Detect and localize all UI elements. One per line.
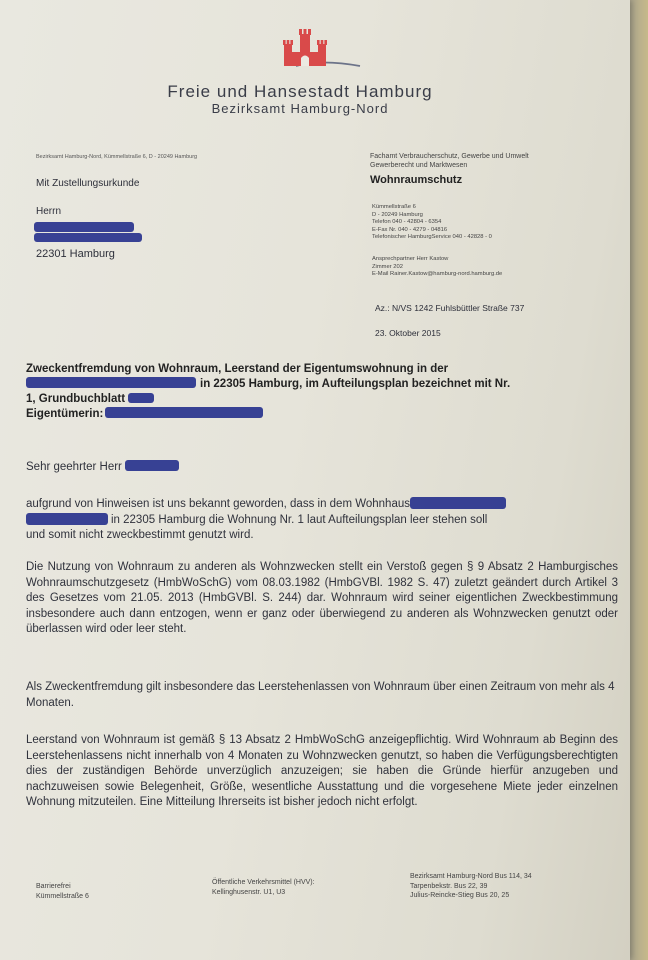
subject-line-2: in 22305 Hamburg, im Aufteilungsplan bezeichnet mit Nr. bbox=[26, 377, 616, 392]
contact-line: Telefon 040 - 42804 - 6354 bbox=[372, 219, 442, 226]
footer-public-transport bbox=[212, 878, 315, 897]
footer-line: Barrierefrei bbox=[36, 883, 71, 890]
footer-accessibility bbox=[36, 882, 89, 901]
redacted-street-address bbox=[26, 377, 196, 388]
recipient-salutation: Herrn bbox=[36, 206, 62, 217]
paper-edge-background bbox=[628, 0, 648, 960]
reference-number: Az.: N/VS 1242 Fuhlsbüttler Straße 737 bbox=[375, 303, 525, 313]
department-line-2: Gewerberecht und Marktwesen bbox=[370, 162, 468, 169]
redacted-land-register-number bbox=[128, 393, 154, 403]
salutation: Sehr geehrter Herr bbox=[26, 460, 179, 476]
organization-name: Freie und Hansestadt Hamburg bbox=[167, 82, 433, 101]
contact-person-line: E-Mail Rainer.Kastow@hamburg-nord.hamburg.de bbox=[372, 271, 503, 278]
recipient-city: 22301 Hamburg bbox=[36, 248, 115, 260]
subject-line-4: Eigentümerin: bbox=[26, 407, 616, 422]
paragraph-3: Als Zweckentfremdung gilt insbesondere das Leerstehenlassen von Wohnraum über einen Zeitraum von mehr als 4 Monaten. bbox=[26, 681, 615, 709]
contact-person-line: Ansprechpartner Herr Kastow bbox=[372, 256, 449, 262]
paragraph-1-line-1: aufgrund von Hinweisen ist uns bekannt geworden, dass in dem Wohnhaus bbox=[26, 497, 616, 513]
hamburg-castle-logo-icon bbox=[276, 26, 366, 78]
letter-date: 23. Oktober 2015 bbox=[375, 328, 441, 338]
footer-line: Bezirksamt Hamburg-Nord Bus 114, 34 bbox=[410, 873, 532, 880]
contact-person bbox=[372, 256, 502, 279]
department-unit: Wohnraumschutz bbox=[370, 174, 463, 186]
redacted-building-address bbox=[410, 497, 506, 509]
paragraph-1 bbox=[26, 497, 616, 544]
paragraph-2: Die Nutzung von Wohnraum zu anderen als Wohnzwecken stellt ein Verstoß gegen § 9 Absatz 2 Hamburgisches Wohnraumschutzgesetz (HmbWoSchG) vom 08.03.1982 (HmbGVBl. 1982 S. 47) zuletzt geändert durch Artikel 3 des Gesetzes vom 21.05. 2013 (HmbGVBl. S. 244) dar. Wohnraum wird seiner eigentlichen Zweckbestimmung insbesondere auch dann entzogen, wenn er ganz oder überwiegend zu anderen als Wohnzwecken genutzt oder überlassen wird oder leer steht. bbox=[26, 561, 618, 636]
footer-bus-lines bbox=[410, 872, 532, 901]
contact-person-line: Zimmer 202 bbox=[372, 263, 403, 270]
sender-address-line: Bezirksamt Hamburg-Nord, Kümmellstraße 6, D - 20249 Hamburg bbox=[36, 154, 198, 160]
contact-line: E-Fax Nr. 040 - 4279 - 04816 bbox=[372, 226, 448, 233]
paragraph-4: Leerstand von Wohnraum ist gemäß § 13 Absatz 2 HmbWoSchG anzeigepflichtig. Wird Wohnraum ab Beginn des Leerstehenlassens nicht innerhalb von 4 Monaten zu Wohnzwecken genutzt, so haben die Verfügungsberechtigten dies der zuständigen Behörde unverzüglich anzuzeigen; sie haben die Gründe hierfür anzugeben und nachzuweisen sowie Belegenheit, Größe, wesentliche Ausstattung und die vorgesehene Miete jeder einzelnen Wohnung mitzuteilen. Eine Mitteilung Ihrerseits ist bisher jedoch nicht erfolgt. bbox=[26, 734, 618, 809]
paragraph-1-line-2: in 22305 Hamburg die Wohnung Nr. 1 laut Aufteilungsplan leer stehen soll bbox=[26, 513, 616, 529]
subject-line-3: 1, Grundbuchblatt bbox=[26, 392, 616, 407]
contact-line: Telefonischer HamburgService 040 - 42828 - 0 bbox=[372, 234, 492, 241]
department-block bbox=[370, 152, 626, 170]
contact-line: D - 20249 Hamburg bbox=[372, 211, 423, 218]
redacted-building-address-continued bbox=[26, 513, 108, 525]
contact-line: Kümmellstraße 6 bbox=[372, 204, 416, 210]
redacted-recipient-name bbox=[34, 222, 134, 232]
contact-details bbox=[372, 204, 492, 242]
paragraph-1-line-3: und somit nicht zweckbestimmt genutzt wird. bbox=[26, 529, 254, 542]
district-office-name: Bezirksamt Hamburg-Nord bbox=[211, 101, 389, 116]
department-line-1: Fachamt Verbraucherschutz, Gewerbe und Umwelt bbox=[370, 153, 529, 160]
footer-line: Öffentliche Verkehrsmittel (HVV): bbox=[212, 879, 315, 886]
redacted-recipient-street bbox=[34, 233, 142, 242]
redacted-owner-name bbox=[105, 407, 263, 418]
footer-line: Kellinghusenstr. U1, U3 bbox=[212, 888, 286, 896]
footer-line: Kümmellstraße 6 bbox=[36, 892, 89, 900]
redacted-salutation-name bbox=[125, 460, 179, 471]
footer-line: Tarpenbekstr. Bus 22, 39 bbox=[410, 882, 488, 890]
delivery-note: Mit Zustellungsurkunde bbox=[36, 178, 140, 189]
subject-line-1: Zweckentfremdung von Wohnraum, Leerstand der Eigentumswohnung in der bbox=[26, 363, 449, 375]
footer-line: Julius-Reincke-Stieg Bus 20, 25 bbox=[410, 892, 510, 899]
subject-block bbox=[26, 362, 616, 422]
